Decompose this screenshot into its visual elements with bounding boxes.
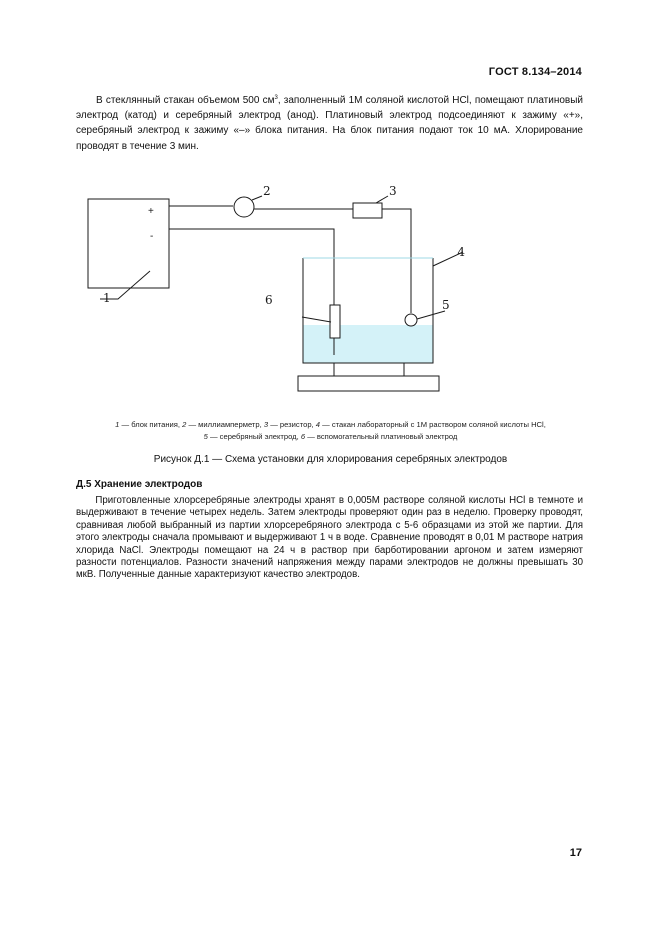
document-code: ГОСТ 8.134–2014 (488, 66, 582, 78)
stand-base (298, 376, 439, 391)
section-title: Д.5 Хранение электродов (76, 479, 203, 490)
milliammeter-symbol (234, 197, 254, 217)
wire-minus-to-platinum-electrode (169, 229, 334, 305)
beaker-liquid (303, 325, 433, 363)
legend-text-5: — серебряный электрод, (207, 432, 301, 441)
volume-unit-superscript: 3 (274, 95, 278, 101)
legend-num-6: 6 (300, 432, 306, 441)
legend-text-2: — миллиамперметр, (186, 420, 264, 429)
storage-text: Приготовленные хлорсеребряные электроды хранят в 0,005М растворе соляной кислоты HCl в темноте и выдерживают в течение четырех недель. Затем электроды проверяют один раз в неделю. Проверку проводят, сравнивая любой выбранный из партии хлорсеребряного электрода с 5-6 образцами из этой же партии. Для этого электроды сначала промывают и выдерживают 1 ч в воде. Сравнение проводят в 0,01 М растворе натрия хлорида NaCl. Электроды помещают на 24 ч в раствор при барботировании аргоном и затем измеряют разности потенциалов. Разности значений напряжения между парами электродов не должны превышать 30 мкВ. Полученные данные характеризуют качество электродов. (76, 495, 583, 581)
setup-diagram (80, 178, 465, 400)
plus-terminal-label: + (148, 206, 154, 217)
legend-text-4: — стакан лабораторный с 1М раствором соляной кислоты HCl, (320, 420, 546, 429)
legend-text-1: — блок питания, (119, 420, 183, 429)
legend-text-6: — вспомогательный платиновый электрод (305, 432, 458, 441)
label-1: 1 (103, 291, 111, 305)
silver-electrode (405, 314, 417, 326)
label-5-leader (417, 311, 445, 319)
legend-num-2: 2 (182, 420, 187, 429)
platinum-electrode (330, 305, 340, 338)
legend-num-3: 3 (263, 420, 269, 429)
page-number: 17 (569, 847, 582, 859)
legend-num-1: 1 (115, 420, 120, 429)
intro-paragraph (76, 93, 583, 154)
label-6-leader (302, 317, 331, 322)
label-3-leader (376, 196, 388, 203)
legend-line-2 (60, 431, 601, 443)
storage-paragraph (76, 495, 583, 582)
intro-text-b: , заполненный 1М соляной кислотой HCl, помещают платиновый электрод (катод) и серебряный электрод (анод). Платиновый электрод подсоединяют к зажиму «+», серебряный электрод к зажиму «–» блока питания. На блок питания подают ток 10 мА. Хлорирование проводят в течение 3 мин. (76, 95, 583, 152)
label-2: 2 (263, 184, 271, 198)
figure-caption: Рисунок Д.1 — Схема установки для хлорирования серебряных электродов (153, 454, 508, 465)
intro-text-a: В стеклянный стакан объемом 500 см (96, 95, 275, 106)
legend-line-1 (60, 419, 601, 431)
legend-num-4: 4 (315, 420, 321, 429)
label-6: 6 (265, 293, 273, 307)
power-supply-block (88, 199, 169, 288)
legend-text-3: — резистор, (268, 420, 316, 429)
label-4: 4 (457, 245, 465, 259)
figure-legend (60, 419, 601, 443)
wire-resistor-to-silver-electrode (382, 209, 411, 313)
label-5: 5 (442, 298, 450, 312)
label-2-leader (252, 196, 262, 200)
minus-terminal-label: - (150, 231, 154, 242)
label-3: 3 (389, 184, 397, 198)
resistor-symbol (353, 203, 382, 218)
legend-num-5: 5 (203, 432, 208, 441)
